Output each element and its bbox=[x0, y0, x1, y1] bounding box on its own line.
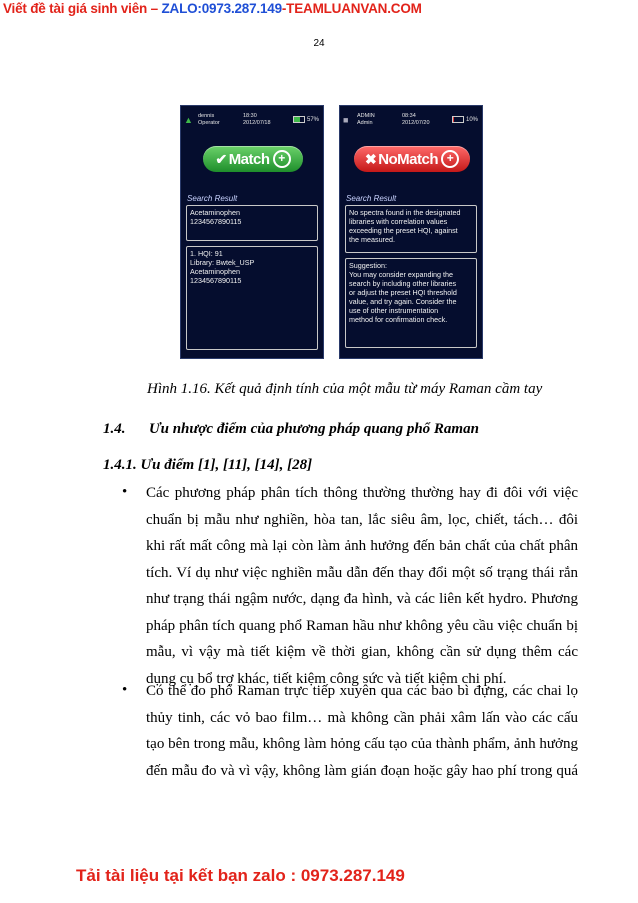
subsection-heading: 1.4.1. Ưu điểm [1], [11], [14], [28] bbox=[103, 457, 313, 473]
battery-fill bbox=[453, 117, 454, 122]
section-number: 1.4. bbox=[103, 421, 126, 437]
device-role: Admin bbox=[357, 120, 373, 126]
match-label: Match bbox=[228, 150, 270, 168]
paragraph-line: pháp phân tích quang phổ Raman hầu như không yêu cầu việc chuẩn bị bbox=[146, 617, 578, 634]
paragraph-line: tạo bên trong mẫu, không làm hỏng cấu tạo của thành phẩm, ảnh hưởng bbox=[146, 736, 578, 752]
device-status-bar bbox=[340, 110, 482, 134]
battery-indicator bbox=[452, 116, 478, 123]
section-heading bbox=[103, 421, 479, 438]
device-role: Operator bbox=[198, 120, 220, 126]
paragraph-line: chuẩn bị mẫu như nghiền, hòa tan, lắc siêu âm, lọc, chiết, tách… đôi bbox=[146, 511, 578, 528]
device-user: ADMIN bbox=[357, 113, 375, 119]
suggestion-box: Suggestion: You may consider expanding the search by including other libraries or adjust the preset HQI threshold value, and try again. Consider the use of other instrumentation method for confirmation check. bbox=[345, 258, 477, 348]
paragraph-line: mẫu, vì vậy mà tiết kiệm về thời gian, không cần sử dụng thêm các bbox=[146, 644, 578, 660]
search-result-box: Acetaminophen 1234567890115 bbox=[186, 205, 318, 241]
plus-icon: + bbox=[273, 150, 291, 168]
page-number: 24 bbox=[313, 38, 325, 49]
figure-caption: Hình 1.16. Kết quả định tính của một mẫu từ máy Raman cầm tay bbox=[147, 381, 543, 397]
nomatch-status-button[interactable] bbox=[354, 146, 470, 172]
battery-fill bbox=[294, 117, 300, 122]
search-result-box: No spectra found in the designated libraries with correlation values exceeding the preset HQI, against the measured. bbox=[345, 205, 477, 253]
user-icon: ■ bbox=[343, 115, 349, 125]
device-screenshot-match bbox=[180, 105, 324, 359]
signal-icon: ▲ bbox=[184, 115, 193, 125]
device-time: 08:34 bbox=[402, 113, 416, 119]
banner-text-part1: Viết đề tài giá sinh viên – bbox=[3, 1, 162, 16]
device-screenshot-nomatch bbox=[339, 105, 483, 359]
paragraph-line: khi rất mất công mà lại còn làm ảnh hưởng đến bản chất của chất phân bbox=[146, 538, 578, 554]
search-result-title: Search Result bbox=[346, 194, 397, 203]
paragraph-line: dụng cụ bổ trợ khác, tiết kiệm công sức và tiết kiệm chi phí. bbox=[146, 670, 507, 687]
bullet-icon: • bbox=[122, 484, 128, 500]
battery-indicator bbox=[293, 116, 319, 123]
device-time: 18:30 bbox=[243, 113, 257, 119]
paragraph-line: thủy tinh, các vỏ bao film… mà không cần phải xâm lấn vào các cấu bbox=[146, 709, 578, 726]
paragraph-line: tích. Ví dụ như việc nghiền mẫu dẫn đến thay đổi một số trạng thái rắn bbox=[146, 564, 578, 581]
search-result-title: Search Result bbox=[187, 194, 238, 203]
device-date: 2012/07/18 bbox=[243, 120, 271, 126]
bullet-icon: • bbox=[122, 682, 128, 698]
section-title: Ưu nhược điểm của phương pháp quang phổ Raman bbox=[149, 421, 479, 437]
battery-percent: 57% bbox=[306, 117, 319, 124]
plus-icon: + bbox=[441, 150, 459, 168]
cross-icon: ✖ bbox=[364, 150, 377, 167]
match-status-button[interactable] bbox=[203, 146, 303, 172]
paragraph-line: đến mẫu đo và vì vậy, không làm gián đoạn hoặc gây hao phí trong quá bbox=[146, 762, 578, 779]
device-status-bar bbox=[181, 110, 323, 134]
banner-site-name: -TEAMLUANVAN.COM bbox=[281, 1, 422, 16]
battery-icon bbox=[452, 116, 464, 123]
nomatch-label: NoMatch bbox=[378, 150, 439, 168]
paragraph-line: như trạng thái ngậm nước, dạng đa hình, và các liên kết hydro. Phương bbox=[146, 591, 578, 607]
device-date: 2012/07/20 bbox=[402, 120, 430, 126]
device-user: dennis bbox=[198, 113, 215, 119]
check-icon: ✔ bbox=[215, 150, 227, 167]
paragraph-line: Các phương pháp phân tích thông thường thường hay đi đôi với việc bbox=[146, 485, 578, 501]
bottom-promo-banner: Tải tài liệu tại kết bạn zalo : 0973.287.149 bbox=[76, 866, 405, 885]
search-result-detail-box: 1. HQI: 91 Library: Bwtek_USP Acetaminophen 1234567890115 bbox=[186, 246, 318, 350]
banner-zalo-contact: ZALO:0973.287.149 bbox=[161, 1, 282, 16]
battery-icon bbox=[293, 116, 305, 123]
paragraph-line: Có thể đo phổ Raman trực tiếp xuyên qua các bao bì đựng, các chai lọ bbox=[146, 683, 578, 699]
battery-percent: 10% bbox=[465, 117, 478, 124]
top-promo-banner bbox=[3, 1, 422, 16]
